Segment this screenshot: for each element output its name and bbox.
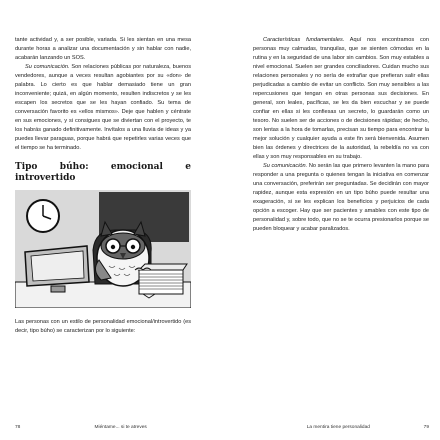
left-communication-label: Su comunicación.: [25, 64, 70, 70]
right-communication-label: Su comunicación.: [263, 163, 308, 169]
left-running-title: Miéntame... si te atreves: [94, 425, 147, 430]
section-heading: Tipo búho: emocional e introvertido: [15, 162, 191, 183]
left-intro-paragraph: tante actividad y, a ser posible, variada. Si les sientan en una mesa durante horas a analizar una documentación y sin hablar con nadie, acabarán lanzando un SOS.: [15, 37, 191, 61]
right-characteristics-text: Aquí nos encontramos con personas muy calmadas, tranquilas, que se sienten cómodas en la rutina y en la seguridad de una labor sin cambios. Son muy estables a nivel emocional. Suelen ser grandes conciliadores. Cuidan mucho sus relaciones personales y no sería de extrañar que prefieran salir ellas perjudicadas a cambio de evitar un conflicto. Son muy sensibles a las repercusiones que tengan en otras personas sus decisiones. En general, son leales, pacíficas, se les da bien escuchar y se puede confiar en ellas si les confiesas un secreto, lo guardarán como un tesoro. No suelen ser de acciones o de decisiones rápidas; de hecho, son lentas a la hora de tomarlas, precisan su tiempo para encontrar la mejor solución y cualquier ayuda a este fin será bienvenida. Asumen bien las órdenes y directrices de la autoridad, la rebeldía no va con ellas y son muy responsables en su trabajo.: [253, 37, 429, 160]
left-footer: [15, 425, 191, 430]
clock-icon: [27, 200, 59, 232]
right-page-number: 79: [423, 425, 429, 430]
left-after-illustration-paragraph: Las personas con un estilo de personalidad emocional/introvertido (es decir, tipo búho) se caracterizan por lo siguiente:: [15, 319, 191, 334]
owl-illustration: [15, 190, 191, 308]
left-communication-text: Son relaciones públicas por naturaleza, buenos vendedores, aunque a veces resultan agobiantes por su «don» de palabra. Lo cierto es que hablar demasiado tiene un gran inconveniente; quizá, en algún momento, resulten indiscretos y se les escapen los secretos que se les hayan confiado. Su tema de conversación favorito es «ellos mismos». Deje que hablen y céntrate en sus emociones, y si consigues que se diviertan con el proyecto, te los habrás ganado definitivamente. Invítalos a una lluvia de ideas y ya puedes llevar paraguas, porque habrá que repetirles varias veces que el tiempo se ha terminado.: [15, 64, 191, 151]
right-communication-paragraph: [253, 162, 429, 234]
left-page-number: 78: [15, 425, 21, 430]
left-page: [15, 36, 191, 336]
right-characteristics-label: Características fundamentales.: [263, 37, 345, 43]
right-footer: [253, 425, 429, 430]
right-running-title: La mentira tiene personalidad: [306, 425, 370, 430]
right-characteristics-paragraph: [253, 36, 429, 162]
left-communication-paragraph: [15, 63, 191, 153]
right-communication-text: No serán las que primero levanten la mano para responder a una pregunta o quienes tengan la iniciativa en comenzar una conversación, preferirán ser preguntadas. Se decidirán con mayor rapidez, aunque esta expresión en un tipo búho puede resultar una exageración, si se les explican los beneficios y perjuicios de cada opción a escoger. Hay que ser pacientes y amables con este tipo de personalidad y, sobre todo, que no se te ocurra presionarlos porque se pueden bloquear y acabar paralizados.: [253, 163, 430, 232]
right-page: [253, 36, 429, 234]
